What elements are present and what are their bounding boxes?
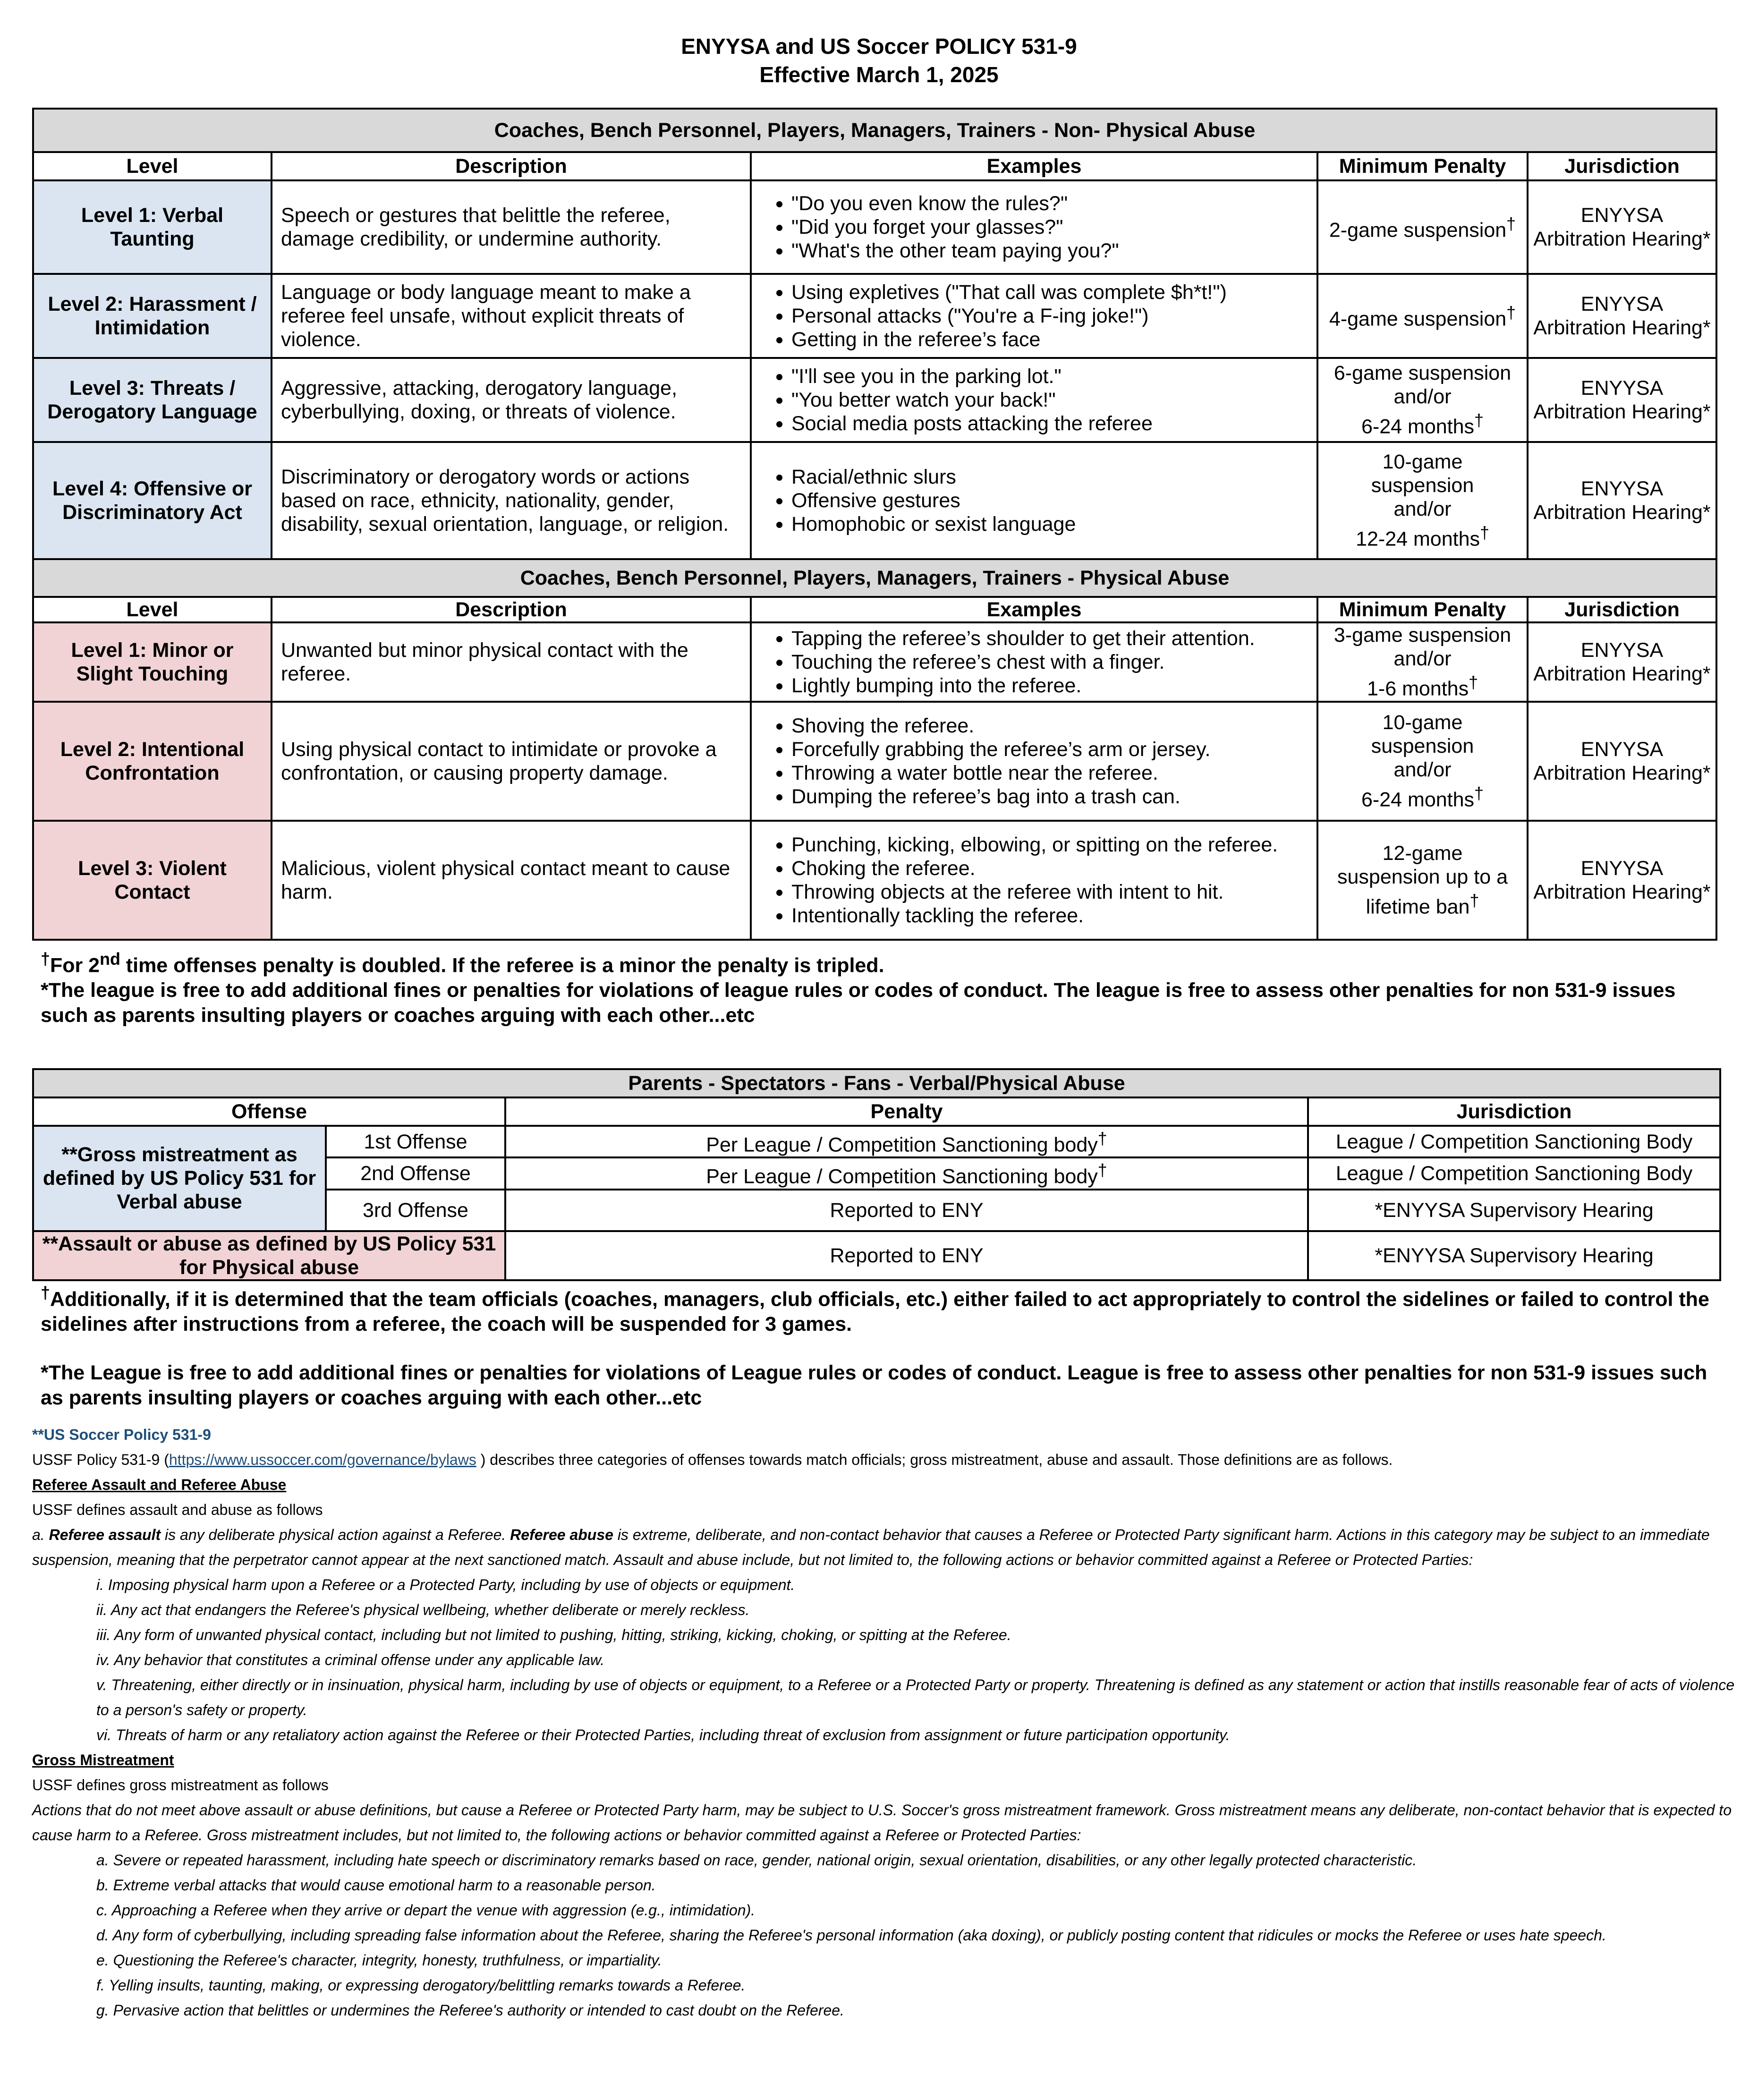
parents-footnotes [41,1281,1722,1411]
description-cell: Aggressive, attacking, derogatory language, cyberbullying, doxing, or threats of violence. [272,358,751,442]
example-item: • Tapping the referee’s shoulder to get their attention. [791,627,1311,650]
table-row [33,1126,1720,1157]
jurisdiction-cell: ENYYSA Arbitration Hearing* [1528,358,1716,442]
parents-abuse-table [32,1068,1721,1281]
example-item: • "Did you forget your glasses?" [791,215,1311,239]
title-line-2: Effective March 1, 2025 [759,62,999,87]
league-discretion-footnote: *The league is free to add additional fines or penalties for violations of league rules or codes of conduct. The league is free to assess other penalties for non 531-9 issues such as parents insulting players or coaches arguing with each other...etc [41,979,1676,1027]
nonphysical-section-header: Coaches, Bench Personnel, Players, Managers, Trainers - Non- Physical Abuse [33,109,1716,152]
assault-defines: USSF defines assault and abuse as follows [32,1501,323,1518]
example-item: • "You better watch your back!" [791,388,1311,412]
example-item: • "I'll see you in the parking lot." [791,365,1311,388]
level-cell: Level 2: Harassment / Intimidation [33,274,272,358]
examples-cell [751,702,1317,821]
col-header-jurisdiction: Jurisdiction [1528,597,1716,622]
jurisdiction-cell: *ENYYSA Supervisory Hearing [1308,1231,1720,1280]
penalty-cell: 6-game suspension and/or 6-24 months† [1317,358,1528,442]
assault-item: vi. Threats of harm or any retaliatory action against the Referee or their Protected Parties, including threat of exclusion from assignment or future participation opportunity. [96,1726,1230,1743]
example-item: • Offensive gestures [791,489,1311,512]
gross-item: b. Extreme verbal attacks that would cause emotional harm to a reasonable person. [96,1877,656,1894]
penalty-cell: 2-game suspension† [1317,180,1528,274]
gross-item: d. Any form of cyberbullying, including spreading false information about the Referee, sharing the Referee's personal information (aka doxing), or publicly posting content that ridicules or mocks the Referee or uses hate speech. [96,1927,1606,1944]
table-row [33,622,1716,702]
example-item: • Social media posts attacking the referee [791,412,1311,435]
level-cell: Level 1: Verbal Taunting [33,180,272,274]
coaches-abuse-table [32,108,1717,941]
penalty-cell: 12-game suspension up to a lifetime ban† [1317,821,1528,940]
ussf-policy-section [32,1422,1751,2023]
penalty-cell: Reported to ENY [505,1190,1308,1231]
level-cell: Level 3: Violent Contact [33,821,272,940]
physical-abuse-label: **Assault or abuse as defined by US Policy 531 for Physical abuse [33,1231,505,1280]
jurisdiction-cell: ENYYSA Arbitration Hearing* [1528,274,1716,358]
example-item: • Getting in the referee’s face [791,328,1311,351]
gross-mistreatment-heading: Gross Mistreatment [32,1751,174,1768]
col-header-minimum-penalty: Minimum Penalty [1317,152,1528,180]
example-item: • Choking the referee. [791,857,1311,880]
assault-item: v. Threatening, either directly or in insinuation, physical harm, including by use of objects or equipment, to a Referee or a Protected Party or property. Threatening is defined as any statement or action that instills reasonable fear of acts of violence to a person's safety or property. [96,1676,1735,1718]
col-header-description: Description [272,152,751,180]
table-row [33,180,1716,274]
penalty-cell: Per League / Competition Sanctioning body† [505,1157,1308,1189]
jurisdiction-cell: ENYYSA Arbitration Hearing* [1528,622,1716,702]
gross-defines: USSF defines gross mistreatment as follows [32,1777,329,1794]
gross-intro: Actions that do not meet above assault or abuse definitions, but cause a Referee or Protected Party harm, may be subject to U.S. Soccer's gross mistreatment framework. Gross mistreatment means any deliberate, non-contact behavior that is expected to cause harm to a Referee. Gross mistreatment includes, but not limited to, the following actions or behavior committed against a Referee or Protected Parties: [32,1802,1732,1844]
penalty-cell: 3-game suspension and/or 1-6 months† [1317,622,1528,702]
example-item: • Throwing a water bottle near the referee. [791,761,1311,785]
col-header-jurisdiction: Jurisdiction [1308,1097,1720,1126]
example-item: • Intentionally tackling the referee. [791,904,1311,927]
verbal-abuse-label: **Gross mistreatment as defined by US Policy 531 for Verbal abuse [33,1126,326,1231]
nonphysical-column-headers [33,152,1716,180]
physical-column-headers [33,597,1716,622]
description-cell: Unwanted but minor physical contact with the referee. [272,622,751,702]
penalty-cell: Reported to ENY [505,1231,1308,1280]
jurisdiction-cell: League / Competition Sanctioning Body [1308,1157,1720,1189]
gross-item: c. Approaching a Referee when they arrive or depart the venue with aggression (e.g., intimidation). [96,1902,756,1919]
example-item: • Using expletives ("That call was complete $h*t!") [791,281,1311,304]
example-item: • Shoving the referee. [791,714,1311,738]
penalty-cell: 10-game suspension and/or 6-24 months† [1317,702,1528,821]
table-row [33,274,1716,358]
col-header-examples: Examples [751,597,1317,622]
penalty-cell: 4-game suspension† [1317,274,1528,358]
example-item: • Lightly bumping into the referee. [791,674,1311,697]
col-header-jurisdiction: Jurisdiction [1528,152,1716,180]
jurisdiction-cell: ENYYSA Arbitration Hearing* [1528,821,1716,940]
examples-cell [751,180,1317,274]
table-row [33,442,1716,559]
description-cell: Using physical contact to intimidate or provoke a confrontation, or causing property damage. [272,702,751,821]
example-item: • Forcefully grabbing the referee’s arm or jersey. [791,738,1311,761]
col-header-description: Description [272,597,751,622]
nonphysical-header-row [33,109,1716,152]
jurisdiction-cell: ENYYSA Arbitration Hearing* [1528,442,1716,559]
assault-item: iv. Any behavior that constitutes a criminal offense under any applicable law. [96,1651,605,1668]
offense-cell: 1st Offense [326,1126,505,1157]
example-item: • "What's the other team paying you?" [791,239,1311,263]
col-header-level: Level [33,152,272,180]
repeat-offense-footnote: †For 2nd time offenses penalty is doubled. If the referee is a minor the penalty is tripled. [41,950,884,977]
document-title [0,32,1758,89]
table-row [33,1231,1720,1280]
level-cell: Level 3: Threats / Derogatory Language [33,358,272,442]
col-header-minimum-penalty: Minimum Penalty [1317,597,1528,622]
parents-section-header: Parents - Spectators - Fans - Verbal/Physical Abuse [33,1069,1720,1097]
assault-item: i. Imposing physical harm upon a Referee or a Protected Party, including by use of objects or equipment. [96,1576,795,1593]
examples-cell [751,821,1317,940]
parents-header-row [33,1069,1720,1097]
col-header-offense: Offense [33,1097,505,1126]
title-line-1: ENYYSA and US Soccer POLICY 531-9 [681,34,1077,59]
table-row [33,821,1716,940]
parents-column-headers [33,1097,1720,1126]
example-item: • Dumping the referee’s bag into a trash can. [791,785,1311,808]
assault-definition: a. Referee assault is any deliberate physical action against a Referee. Referee abuse is extreme, deliberate, and non-contact behavior that causes a Referee or Protected Party significant harm. Actions in this category may be subject to an immediate suspension, meaning that the perpetrator cannot appear at the next sanctioned match. Assault and abuse include, but not limited to, the following actions or behavior committed against a Referee or Protected Parties: [32,1526,1710,1568]
ussf-intro: USSF Policy 531-9 (https://www.ussoccer.com/governance/bylaws ) describes three categories of offenses towards match officials; gross mistreatment, abuse and assault. Those definitions are as follows. [32,1451,1393,1468]
description-cell: Language or body language meant to make a referee feel unsafe, without explicit threats of violence. [272,274,751,358]
penalty-cell: Per League / Competition Sanctioning body† [505,1126,1308,1157]
description-cell: Discriminatory or derogatory words or actions based on race, ethnicity, nationality, gender, disability, sexual orientation, language, or religion. [272,442,751,559]
gross-item: a. Severe or repeated harassment, including hate speech or discriminatory remarks based on race, gender, national origin, sexual orientation, disabilities, or any other legally protected characteristic. [96,1852,1417,1869]
gross-item: f. Yelling insults, taunting, making, or expressing derogatory/belittling remarks towards a Referee. [96,1977,746,1994]
jurisdiction-cell: ENYYSA Arbitration Hearing* [1528,180,1716,274]
examples-cell [751,358,1317,442]
offense-cell: 3rd Offense [326,1190,505,1231]
assault-item: ii. Any act that endangers the Referee's physical wellbeing, whether deliberate or merely reckless. [96,1601,750,1618]
example-item: • Touching the referee’s chest with a finger. [791,650,1311,674]
col-header-level: Level [33,597,272,622]
jurisdiction-cell: *ENYYSA Supervisory Hearing [1308,1190,1720,1231]
example-item: • Racial/ethnic slurs [791,465,1311,489]
table-row [33,358,1716,442]
level-cell: Level 1: Minor or Slight Touching [33,622,272,702]
league-discretion-footnote-2: *The League is free to add additional fines or penalties for violations of League rules or codes of conduct. League is free to assess other penalties for non 531-9 issues such as parents insulting players or coaches arguing with each other...etc [41,1361,1707,1410]
example-item: • Homophobic or sexist language [791,512,1311,536]
example-item: • Personal attacks ("You're a F-ing joke!") [791,304,1311,328]
table-row [33,702,1716,821]
penalty-cell: 10-game suspension and/or 12-24 months† [1317,442,1528,559]
sideline-control-footnote: †Additionally, if it is determined that the team officials (coaches, managers, club officials, etc.) either failed to act appropriately to control the sidelines or failed to control the sidelines after instructions from a referee, the coach will be suspended for 3 games. [41,1284,1709,1336]
example-item: • "Do you even know the rules?" [791,192,1311,215]
col-header-penalty: Penalty [505,1097,1308,1126]
level-cell: Level 4: Offensive or Discriminatory Act [33,442,272,559]
bylaws-link[interactable]: https://www.ussoccer.com/governance/bylaws [169,1451,476,1468]
examples-cell [751,622,1317,702]
examples-cell [751,274,1317,358]
description-cell: Malicious, violent physical contact meant to cause harm. [272,821,751,940]
gross-item: g. Pervasive action that belittles or undermines the Referee's authority or intended to cast doubt on the Referee. [96,2002,844,2019]
gross-item: e. Questioning the Referee's character, integrity, honesty, truthfulness, or impartiality. [96,1952,662,1969]
example-item: • Punching, kicking, elbowing, or spitting on the referee. [791,833,1311,857]
physical-section-header: Coaches, Bench Personnel, Players, Managers, Trainers - Physical Abuse [33,559,1716,597]
jurisdiction-cell: ENYYSA Arbitration Hearing* [1528,702,1716,821]
physical-header-row [33,559,1716,597]
example-item: • Throwing objects at the referee with intent to hit. [791,880,1311,904]
coaches-footnotes [41,947,1722,1028]
jurisdiction-cell: League / Competition Sanctioning Body [1308,1126,1720,1157]
description-cell: Speech or gestures that belittle the referee, damage credibility, or undermine authority. [272,180,751,274]
examples-cell [751,442,1317,559]
ussf-heading: **US Soccer Policy 531-9 [32,1426,211,1443]
offense-cell: 2nd Offense [326,1157,505,1189]
col-header-examples: Examples [751,152,1317,180]
level-cell: Level 2: Intentional Confrontation [33,702,272,821]
assault-heading: Referee Assault and Referee Abuse [32,1476,287,1493]
assault-item: iii. Any form of unwanted physical contact, including but not limited to pushing, hitting, striking, kicking, choking, or spitting at the Referee. [96,1626,1011,1643]
